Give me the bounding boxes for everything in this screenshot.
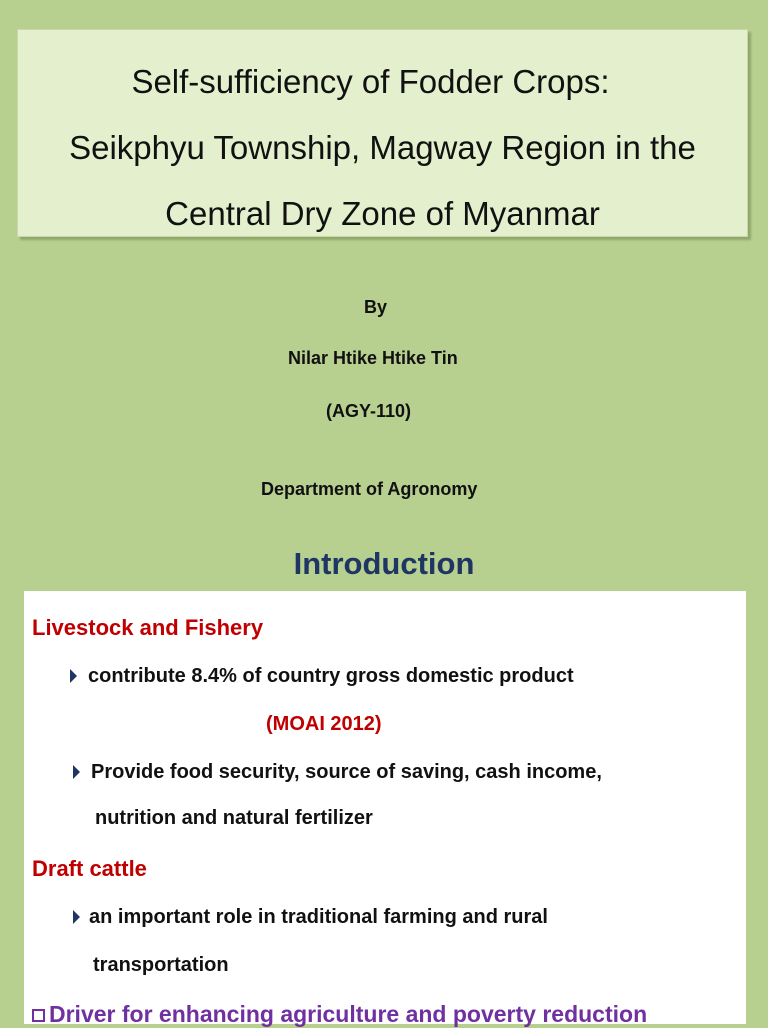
bullet-item-farming — [73, 904, 548, 930]
bullet-item-food-security — [73, 759, 602, 785]
driver-text: Driver for enhancing agriculture and poverty reduction — [49, 1001, 648, 1027]
arrowhead-bullet-icon — [73, 910, 80, 924]
bullet-item-gdp — [70, 663, 574, 689]
bullet-text-farming-cont: transportation — [93, 954, 229, 976]
title-line-1: Self-sufficiency of Fodder Crops: — [131, 63, 610, 100]
section-heading: Introduction — [293, 546, 475, 581]
title-line-3: Central Dry Zone of Myanmar — [165, 195, 600, 232]
author-department: Department of Agronomy — [261, 479, 478, 499]
bullet-text-gdp: contribute 8.4% of country gross domestic product — [88, 665, 574, 687]
arrowhead-bullet-icon — [73, 765, 80, 779]
title-line-2: Seikphyu Township, Magway Region in the — [69, 129, 696, 166]
bullet-text-food-security: Provide food security, source of saving, cash income, — [91, 761, 602, 783]
author-code: (AGY-110) — [326, 401, 412, 421]
author-name: Nilar Htike Htike Tin — [288, 348, 458, 368]
arrowhead-bullet-icon — [70, 669, 77, 683]
draft-cattle-heading: Draft cattle — [32, 856, 147, 881]
bullet-text-farming: an important role in traditional farming and rural — [89, 906, 548, 928]
content-box — [24, 591, 746, 1024]
livestock-heading: Livestock and Fishery — [32, 615, 264, 640]
reference-moai: (MOAI 2012) — [266, 713, 382, 735]
author-by: By — [364, 297, 388, 317]
checkbox-bullet-icon — [32, 1009, 45, 1022]
bullet-text-food-security-cont: nutrition and natural fertilizer — [95, 807, 373, 829]
title-box — [17, 29, 748, 237]
